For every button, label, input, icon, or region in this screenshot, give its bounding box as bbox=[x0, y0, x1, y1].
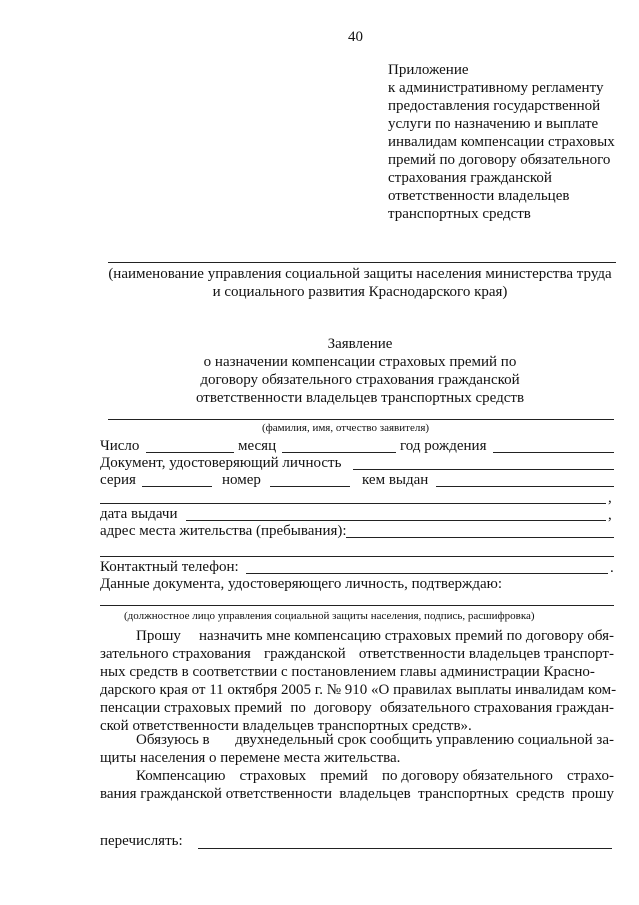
phone-period: . bbox=[610, 560, 614, 576]
transfer-label: перечислять: bbox=[100, 833, 183, 849]
issue-date-field[interactable] bbox=[186, 520, 606, 521]
appendix-line: предоставления государственной bbox=[388, 98, 601, 114]
paragraph-line: ных средств в соответствии с постановлением главы администрации Красно- bbox=[100, 664, 595, 680]
address-field[interactable] bbox=[346, 537, 614, 538]
appendix-line: транспортных средств bbox=[388, 206, 531, 222]
issue-date-comma: , bbox=[608, 507, 612, 523]
phone-field[interactable] bbox=[246, 573, 608, 574]
birth-day-field[interactable] bbox=[146, 452, 234, 453]
page-number: 40 bbox=[348, 29, 363, 45]
appendix-block bbox=[388, 61, 615, 223]
paragraph-line: дарского края от 11 октября 2005 г. № 910 «О правилах выплаты инвалидам ком- bbox=[100, 682, 617, 698]
appendix-line: страхования гражданской bbox=[388, 170, 552, 186]
issued-by-label: кем выдан bbox=[362, 472, 429, 488]
statement-title-line: Заявление bbox=[327, 336, 393, 352]
applicant-fio-line[interactable] bbox=[108, 419, 614, 420]
confirm-label: Данные документа, удостоверяющего личность, подтверждаю: bbox=[100, 576, 503, 592]
month-label: месяц bbox=[238, 438, 277, 454]
department-name-line[interactable] bbox=[108, 262, 616, 263]
day-label: Число bbox=[100, 438, 140, 454]
birth-month-field[interactable] bbox=[282, 452, 396, 453]
official-signature-line[interactable] bbox=[100, 605, 614, 606]
appendix-line: Приложение bbox=[388, 62, 469, 78]
address-label: адрес места жительства (пребывания): bbox=[100, 523, 347, 539]
paragraph-line: щиты населения о перемене места жительства. bbox=[100, 750, 401, 766]
address-continuation-field[interactable] bbox=[100, 556, 614, 557]
request-paragraph bbox=[100, 627, 617, 735]
issue-date-label: дата выдачи bbox=[100, 506, 178, 522]
appendix-line: к административному регламенту bbox=[388, 80, 604, 96]
statement-title bbox=[150, 335, 570, 407]
issued-by-field[interactable] bbox=[436, 486, 614, 487]
paragraph-line: вания гражданской ответственности владельцев транспортных средств прошу bbox=[100, 786, 614, 802]
birth-year-field[interactable] bbox=[493, 452, 614, 453]
department-caption-line: (наименование управления социальной защиты населения министерства труда bbox=[108, 266, 612, 282]
id-document-label: Документ, удостоверяющий личность bbox=[100, 455, 342, 471]
paragraph-line: Обязуюсь в двухнедельный срок сообщить управлению социальной за- bbox=[136, 732, 614, 748]
appendix-line: услуги по назначению и выплате bbox=[388, 116, 599, 132]
series-field[interactable] bbox=[142, 486, 212, 487]
number-field[interactable] bbox=[270, 486, 350, 487]
paragraph-line: ской ответственности владельцев транспортных средств». bbox=[100, 718, 472, 734]
phone-label: Контактный телефон: bbox=[100, 559, 239, 575]
statement-title-line: ответственности владельцев транспортных средств bbox=[195, 390, 525, 406]
issued-by-comma: , bbox=[608, 490, 612, 506]
obligation-paragraph bbox=[100, 731, 614, 767]
id-document-field[interactable] bbox=[353, 469, 614, 470]
department-caption bbox=[90, 265, 630, 301]
transfer-paragraph bbox=[100, 767, 614, 803]
series-label: серия bbox=[100, 472, 136, 488]
paragraph-line: зательного страхования гражданской ответственности владельцев транспорт- bbox=[100, 646, 614, 662]
appendix-line: премий по договору обязательного bbox=[388, 152, 611, 168]
issued-by-continuation-field[interactable] bbox=[100, 503, 606, 504]
paragraph-line: Компенсацию страховых премий по договору обязательного страхо- bbox=[136, 768, 614, 784]
transfer-field[interactable] bbox=[198, 848, 612, 849]
appendix-line: ответственности владельцев bbox=[388, 188, 570, 204]
official-caption: (должностное лицо управления социальной защиты населения, подпись, расшифровка) bbox=[124, 610, 535, 622]
statement-title-line: о назначении компенсации страховых премий по bbox=[203, 354, 517, 370]
number-label: номер bbox=[222, 472, 261, 488]
statement-title-line: договору обязательного страхования гражданской bbox=[200, 372, 520, 388]
birth-year-label: год рождения bbox=[400, 438, 487, 454]
paragraph-line: Прошу назначить мне компенсацию страховых премий по договору обя- bbox=[136, 628, 614, 644]
paragraph-line: пенсации страховых премий по договору обязательного страхования граждан- bbox=[100, 700, 614, 716]
fio-caption: (фамилия, имя, отчество заявителя) bbox=[262, 422, 430, 434]
department-caption-line: и социального развития Краснодарского края) bbox=[212, 284, 508, 300]
appendix-line: инвалидам компенсации страховых bbox=[388, 134, 615, 150]
